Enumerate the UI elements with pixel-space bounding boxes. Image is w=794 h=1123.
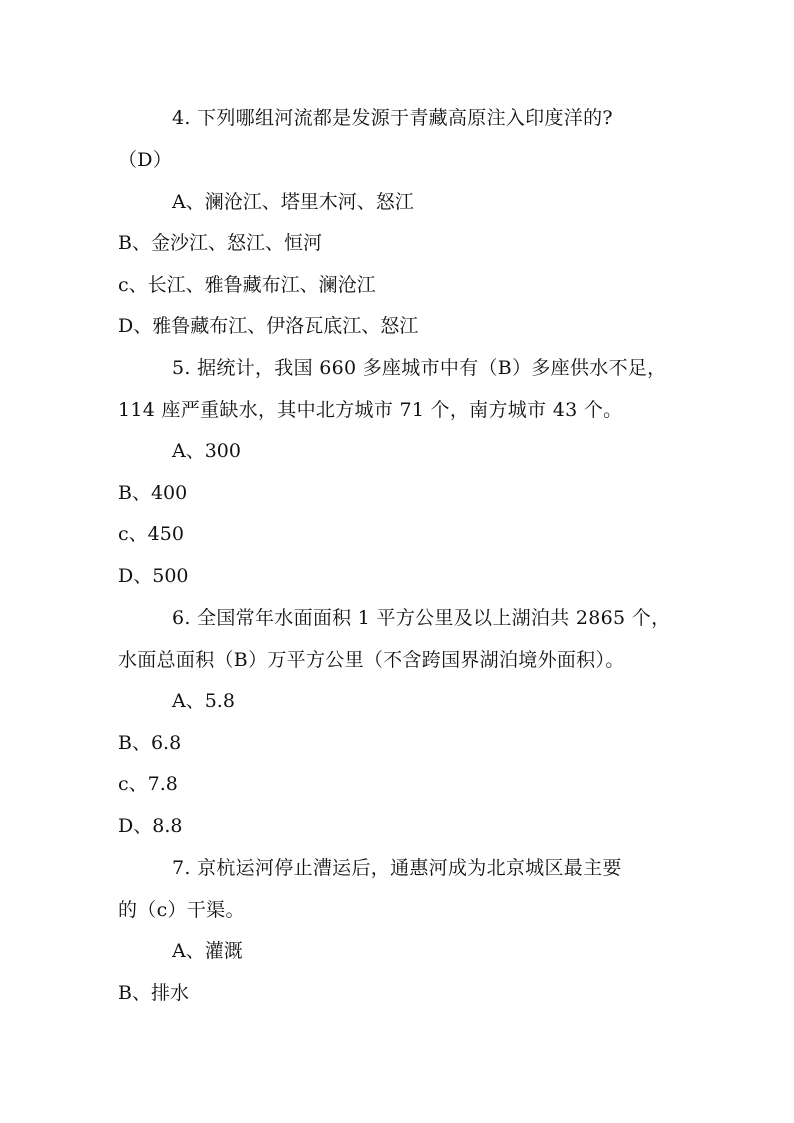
- question-6-option-b: B、6.8: [118, 732, 182, 754]
- question-6-text-cont: 水面总面积（B）万平方公里（不含跨国界湖泊境外面积）。: [118, 649, 625, 671]
- question-5-option-d: D、500: [118, 565, 189, 587]
- question-4-option-d: D、雅鲁藏布江、伊洛瓦底江、怒江: [118, 315, 419, 337]
- question-4-option-c: c、长江、雅鲁藏布江、澜沧江: [118, 274, 376, 296]
- question-4-option-a: A、澜沧江、塔里木河、怒江: [172, 191, 414, 213]
- question-4-answer: （D）: [118, 149, 173, 171]
- question-7-text-cont: 的（c）干渠。: [118, 899, 245, 921]
- question-7-option-a: A、灌溉: [172, 940, 243, 962]
- question-5-option-a: A、300: [172, 440, 241, 462]
- question-5-option-c: c、450: [118, 523, 184, 545]
- question-5-text-cont: 114 座严重缺水，其中北方城市 71 个，南方城市 43 个。: [118, 399, 623, 421]
- question-6-option-c: c、7.8: [118, 773, 178, 795]
- question-7-text: 7. 京杭运河停止漕运后，通惠河成为北京城区最主要: [172, 857, 622, 879]
- question-7-option-b: B、排水: [118, 982, 189, 1004]
- question-5-text: 5. 据统计，我国 660 多座城市中有（B）多座供水不足，: [172, 357, 667, 379]
- question-4-option-b: B、金沙江、怒江、恒河: [118, 232, 322, 254]
- question-6-option-a: A、5.8: [172, 690, 235, 712]
- question-6-option-d: D、8.8: [118, 815, 183, 837]
- question-6-text: 6. 全国常年水面面积 1 平方公里及以上湖泊共 2865 个，: [172, 607, 671, 629]
- question-5-option-b: B、400: [118, 482, 188, 504]
- question-4-text: 4. 下列哪组河流都是发源于青藏高原注入印度洋的?: [172, 107, 613, 129]
